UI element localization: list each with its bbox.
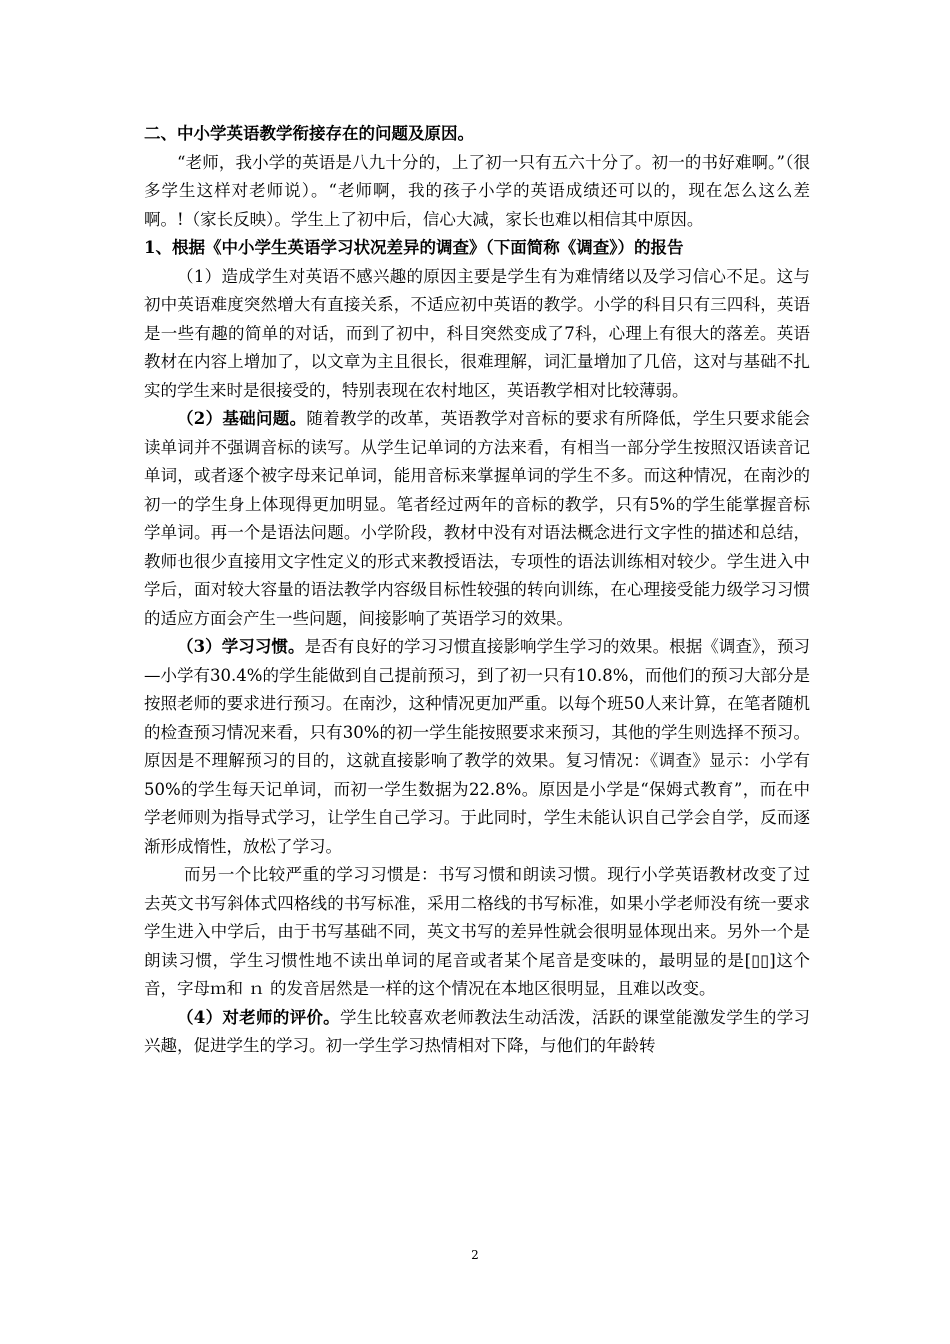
paragraph-basics [144,405,810,633]
paragraph-interest: （1）造成学生对英语不感兴趣的原因主要是学生有为难情绪以及学习信心不足。这与初中英语难度突然增大有直接关系，不适应初中英语的教学。小学的科目只有三四科，英语是一些有趣的简单的对话，而到了初中，科目突然变成了7科，心理上有很大的落差。英语教材在内容上增加了，以文章为主且很长，很难理解，词汇量增加了几倍，这对与基础不扎实的学生来时是很接受的，特别表现在农村地区，英语教学相对比较薄弱。 [144,266,810,400]
evaluation-body: 学生比较喜欢老师教法生动活泼，活跃的课堂能激发学生的学习兴趣，促进学生的学习。初一学生学习热情相对下降，与他们的年龄转 [144,1007,811,1055]
paragraph-intro: “老师，我小学的英语是八九十分的，上了初一只有五六十分了。初一的书好难啊。”（很多学生这样对老师说）。“老师啊，我的孩子小学的英语成绩还可以的，现在怎么这么差啊。!（家长反映）。学生上了初中后，信心大减，家长也难以相信其中原因。 [144,152,810,229]
section-heading: 二、中小学英语教学衔接存在的问题及原因。 [144,124,474,143]
habits-body: 是否有良好的学习习惯直接影响学生学习的效果。根据《调查》，预习—小学有30.4%的学生能做到自己提前预习，到了初一只有10.8%，而他们的预习大部分是按照老师的要求进行预习。在南沙，这种情况更加严重。以每个班50人来计算，在笔者随机的检查预习情况来看，只有30%的初一学生能按照要求来预习，其他的学生则选择不预习。原因是不理解预习的目的，这就直接影响了教学的效果。复习情况：《调查》显示：小学有50%的学生每天记单词，而初一学生数据为22.8%。原因是小学是“保姆式教育”，而在中学老师则为指导式学习，让学生自己学习。于此同时，学生未能认识自己学会自学，反而逐渐形成惰性，放松了学习。 [144,637,811,856]
survey-heading: 1、根据《中小学生英语学习状况差异的调查》（下面简称《调查》）的报告 [144,238,684,257]
document-body [144,120,810,1061]
paragraph-habits [144,633,810,861]
basics-body: 随着教学的改革，英语教学对音标的要求有所降低，学生只要求能会读单词并不强调音标的读写。从学生记单词的方法来看，有相当一部分学生按照汉语读音记单词，或者逐个被字母来记单词，能用音标来掌握单词的学生不多。而这种情况，在南沙的初一的学生身上体现得更加明显。笔者经过两年的音标的教学，只有5%的学生能掌握音标学单词。再一个是语法问题。小学阶段，教材中没有对语法概念进行文字性的描述和总结，教师也很少直接用文字性定义的形式来教授语法，专项性的语法训练相对较少。学生进入中学后，面对较大容量的语法教学内容级目标性较强的转向训练，在心理接受能力级学习习惯的适应方面会产生一些问题，间接影响了英语学习的效果。 [144,409,811,628]
habits-lead: （3）学习习惯。 [177,637,305,656]
paragraph-writing-reading: 而另一个比较严重的学习习惯是：书写习惯和朗读习惯。现行小学英语教材改变了过去英文书写斜体式四格线的书写标准，采用二格线的书写标准，如果小学老师没有统一要求学生进入中学后，由于书写基础不同，英文书写的差异性就会很明显体现出来。另外一个是朗读习惯，学生习惯性地不读出单词的尾音或者某个尾音是变味的，最明显的是[▯▯]这个音，字母ｍ和 ｎ 的发音居然是一样的这个情况在本地区很明显，且难以改变。 [144,865,810,998]
page-number: 2 [471,1248,479,1262]
basics-lead: （2）基础问题。 [177,409,307,428]
evaluation-lead: （4）对老师的评价。 [177,1007,340,1027]
paragraph-teacher-evaluation [144,1004,810,1061]
